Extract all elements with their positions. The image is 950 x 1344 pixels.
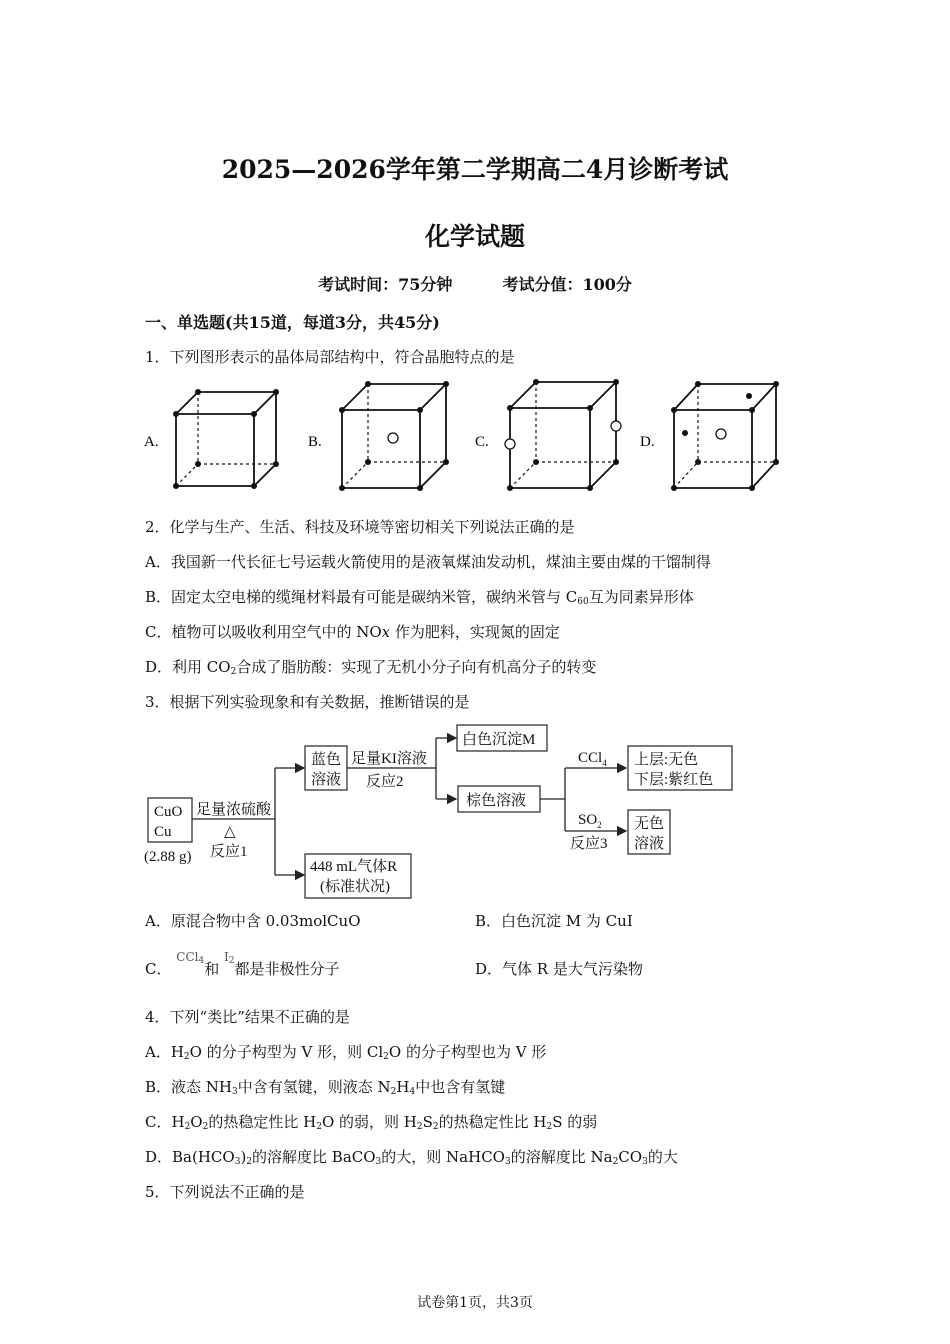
section-title: 一、单选题(共15道，每道3分，共45分) — [145, 313, 440, 332]
label-heat: △ — [224, 824, 236, 840]
label-reaction3: 反应3 — [570, 836, 608, 852]
q3-option-b: B．白色沉淀 M 为 CuI — [475, 912, 633, 930]
question-1-stem: 1．下列图形表示的晶体局部结构中，符合晶胞特点的是 — [145, 348, 515, 366]
q3-option-c — [145, 950, 340, 979]
exam-subtitle: 化学试题 — [424, 222, 525, 251]
label-blue-2: 溶液 — [311, 772, 342, 788]
label-gas-2: (标准状况) — [320, 879, 390, 895]
q2-option-c-x: x — [381, 623, 391, 641]
q2-option-b — [145, 586, 694, 607]
q4-option-c: C．$H_2O_2$的热稳定性比 $H_2O$ 的弱，则 $H_2S_2$的热稳定性比 $H_2S$ 的弱 — [145, 1113, 598, 1132]
q3-option-c-and: 和 — [204, 960, 220, 978]
q1-crystal-figures — [140, 372, 790, 502]
exam-meta — [0, 272, 950, 295]
q3-option-c-text: 都是非极性分子 — [234, 960, 340, 978]
q4-option-a: A．$H_2O$ 的分子构型为 V 形，则 $Cl_2O$ 的分子构型也为 V 形 — [145, 1043, 547, 1062]
q2-option-b-sub: 60 — [577, 597, 589, 607]
label-colorless-1: 无色 — [634, 816, 665, 832]
q2-option-d-sub: 2 — [230, 667, 237, 677]
label-reagent2: 足量KI溶液 — [351, 751, 427, 767]
q1-cube-c-edge-atom-right — [611, 421, 621, 431]
exam-title: 2025—2026学年第二学期高二4月诊断考试 — [221, 155, 729, 184]
label-so2: $SO_2$ — [578, 812, 602, 830]
q2-option-b-text: B．固定太空电梯的缆绳材料最有可能是碳纳米管，碳纳米管与 C — [145, 588, 578, 606]
label-lower-layer: 下层:紫红色 — [634, 772, 714, 788]
label-cu: Cu — [154, 824, 172, 840]
q3-flow-diagram — [140, 716, 740, 900]
page-footer: 试卷第1页，共3页 — [417, 1295, 533, 1311]
question-3-stem: 3．根据下列实验现象和有关数据，推断错误的是 — [145, 693, 470, 711]
q2-option-b-text-end: 互为同素异形体 — [588, 588, 694, 606]
exam-score: 考试分值：100分 — [502, 275, 632, 294]
q1-cube-d-face-atom-left — [682, 430, 688, 436]
q1-option-d-label: D. — [640, 434, 655, 450]
q1-cube-b-body-atom — [388, 433, 398, 443]
question-5-stem: 5．下列说法不正确的是 — [145, 1183, 305, 1201]
q2-option-c-text: C．植物可以吸收利用空气中的 NO — [145, 623, 382, 641]
label-ccl4: CCl$_4$ — [578, 750, 607, 768]
label-reaction1: 反应1 — [210, 844, 248, 860]
q1-cube-d-body-atom — [716, 429, 726, 439]
question-4-stem: 4．下列“类比”结果不正确的是 — [145, 1008, 350, 1026]
q1-cube-d-face-atom-top — [746, 393, 752, 399]
label-mass: (2.88 g) — [144, 849, 192, 865]
q2-option-d — [145, 656, 596, 677]
q2-option-c — [145, 621, 560, 642]
q1-cube-c-edge-atom-left — [505, 439, 515, 449]
label-cuo: CuO — [154, 804, 183, 820]
label-upper-layer: 上层:无色 — [634, 752, 699, 768]
q2-option-c-text-end: 作为肥料，实现氮的固定 — [394, 623, 560, 641]
q3-option-a: A．原混合物中含 0.03molCuO — [145, 912, 361, 930]
q1-option-a-label: A. — [144, 434, 159, 450]
label-reagent1: 足量浓硫酸 — [196, 802, 272, 818]
q1-cube-a — [176, 392, 276, 486]
label-brown-solution: 棕色溶液 — [466, 793, 527, 809]
q4-option-b: B．液态 $NH_3$中含有氢键，则液态 $N_2H_4$中也含有氢键 — [145, 1078, 506, 1097]
label-gas-1: 448 mL气体R — [310, 859, 398, 875]
label-reaction2: 反应2 — [366, 774, 404, 790]
label-colorless-2: 溶液 — [634, 836, 665, 852]
q1-option-c-label: C. — [475, 434, 489, 450]
q3-option-d: D．气体 R 是大气污染物 — [475, 960, 643, 978]
q1-option-b-label: B. — [308, 434, 322, 450]
q2-option-d-text: D．利用 CO — [145, 658, 231, 676]
q3-formula-ccl4: CCl4 — [176, 950, 205, 966]
question-2-stem: 2．化学与生产、生活、科技及环境等密切相关下列说法正确的是 — [145, 518, 575, 536]
q2-option-a: A．我国新一代长征七号运载火箭使用的是液氧煤油发动机，煤油主要由煤的干馏制得 — [145, 553, 711, 571]
label-white-precipitate: 白色沉淀M — [462, 732, 536, 748]
exam-time: 考试时间：75分钟 — [318, 275, 453, 294]
q3-formula-i2: I2 — [224, 950, 235, 966]
q4-option-d: D．$Ba(HCO_3)_2$的溶解度比 BaCO$_3$的大，则 NaHCO$_3$的溶解度比 $Na_2CO_3$的大 — [145, 1148, 678, 1167]
q1-cube-c — [510, 382, 616, 488]
q2-option-d-text-end: 合成了脂肪酸：实现了无机小分子向有机高分子的转变 — [236, 658, 597, 676]
label-blue-1: 蓝色 — [311, 752, 342, 768]
q3-option-c-label: C． — [145, 960, 172, 978]
